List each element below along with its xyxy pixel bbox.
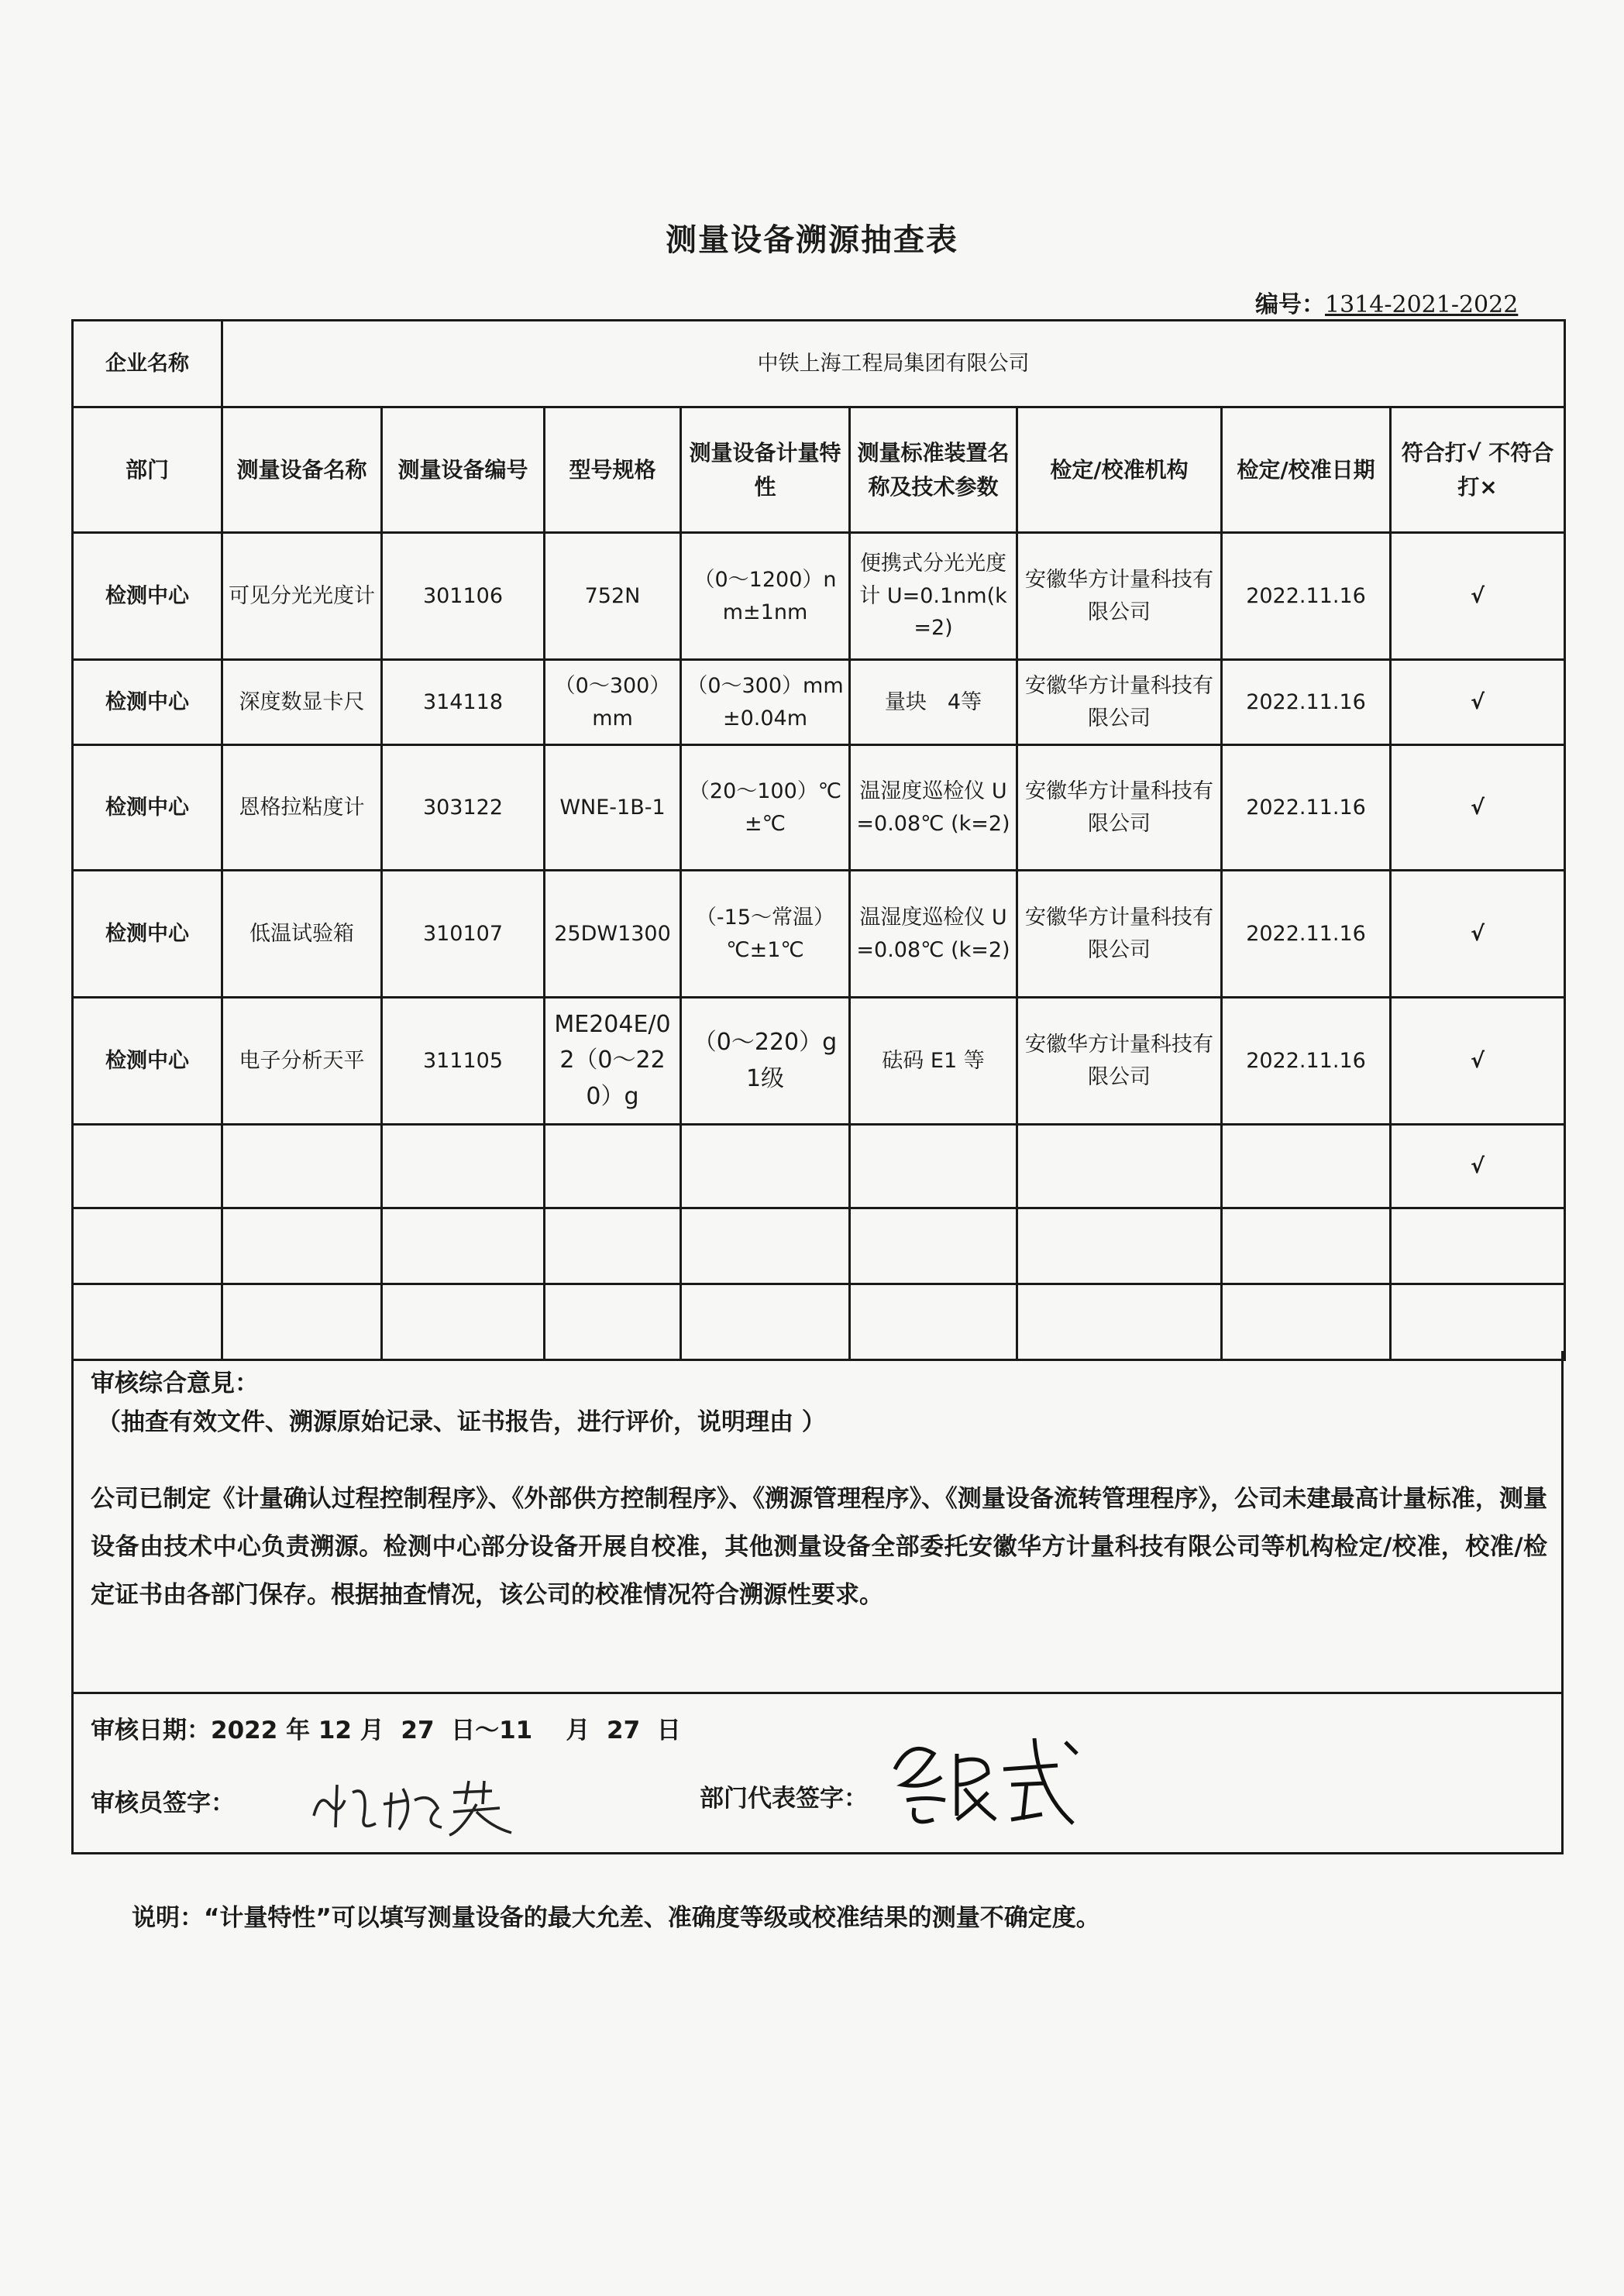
cell-date: 2022.11.16 [1222,998,1391,1125]
cell-no: 303122 [382,745,545,871]
cell-spec: （-15～常温）℃±1℃ [681,871,850,998]
cell-org: 安徽华方计量科技有限公司 [1017,871,1222,998]
footnote: 说明：“计量特性”可以填写测量设备的最大允差、准确度等级或校准结果的测量不确定度。 [132,1904,1100,1932]
header-cell: 部门 [73,407,222,533]
cell-standard: 量块 4等 [850,660,1017,745]
auditor-signature [306,1769,554,1842]
cell-org: 安徽华方计量科技有限公司 [1017,660,1222,745]
cell-standard [850,1125,1017,1208]
auditor-signature-label: 审核员签字： [91,1789,235,1817]
cell-org: 安徽华方计量科技有限公司 [1017,745,1222,871]
cell-date: 2022.11.16 [1222,533,1391,660]
cell-standard [850,1208,1017,1284]
cell-spec [681,1208,850,1284]
cell-dept [73,1208,222,1284]
cell-standard: 温湿度巡检仪 U=0.08℃ (k=2) [850,745,1017,871]
header-cell: 测量设备编号 [382,407,545,533]
cell-no: 301106 [382,533,545,660]
cell-no: 314118 [382,660,545,745]
cell-no [382,1125,545,1208]
cell-model: 25DW1300 [545,871,681,998]
header-cell: 符合打√ 不符合打× [1391,407,1565,533]
cell-mark: √ [1391,660,1565,745]
document-title: 测量设备溯源抽查表 [666,222,958,258]
header-row [73,407,1565,533]
cell-standard: 便携式分光光度计 U=0.1nm(k=2) [850,533,1017,660]
cell-mark: √ [1391,998,1565,1125]
table-row [73,998,1565,1125]
cell-no [382,1208,545,1284]
table-row [73,660,1565,745]
cell-name: 可见分光光度计 [222,533,382,660]
cell-name: 恩格拉粘度计 [222,745,382,871]
cell-standard [850,1284,1017,1360]
cell-date: 2022.11.16 [1222,745,1391,871]
cell-dept [73,1125,222,1208]
cell-model: ME204E/02（0～220）g [545,998,681,1125]
cell-name [222,1208,382,1284]
cell-mark: √ [1391,745,1565,871]
cell-name [222,1125,382,1208]
cell-standard: 温湿度巡检仪 U=0.08℃ (k=2) [850,871,1017,998]
document-number-value: 1314-2021-2022 [1325,291,1519,318]
header-cell: 测量标准装置名称及技术参数 [850,407,1017,533]
cell-spec: （20～100）℃±℃ [681,745,850,871]
cell-mark [1391,1284,1565,1360]
cell-spec [681,1125,850,1208]
review-date: 审核日期：2022 年 12 月 27 日～11 月 27 日 [91,1717,681,1744]
cell-mark [1391,1208,1565,1284]
document-number-label: 编号： [1255,291,1325,318]
cell-date: 2022.11.16 [1222,871,1391,998]
cell-date [1222,1284,1391,1360]
table-row [73,533,1565,660]
opinion-title: 审核综合意見： [91,1370,259,1397]
cell-org [1017,1208,1222,1284]
opinion-body: 公司已制定《计量确认过程控制程序》、《外部供方控制程序》、《溯源管理程序》、《测量设备流转管理程序》，公司未建最高计量标准，测量设备由技术中心负责溯源。检测中心部分设备开展自校准，其他测量设备全部委托安徽华方计量科技有限公司等机构检定/校准，校准/检定证书由各部门保存。根据抽查情况，该公司的校准情况符合溯源性要求。 [91,1485,1547,1609]
cell-no: 311105 [382,998,545,1125]
cell-model [545,1125,681,1208]
review-opinion-section [71,1351,1564,1854]
traceability-table [71,319,1566,1361]
cell-name: 低温试验箱 [222,871,382,998]
cell-mark: √ [1391,533,1565,660]
header-cell: 检定/校准日期 [1222,407,1391,533]
company-row [73,321,1565,407]
table-row [73,745,1565,871]
cell-no [382,1284,545,1360]
header-cell: 测量设备名称 [222,407,382,533]
header-cell: 型号规格 [545,407,681,533]
cell-date: 2022.11.16 [1222,660,1391,745]
cell-model: （0～300）mm [545,660,681,745]
cell-model: WNE-1B-1 [545,745,681,871]
cell-org [1017,1284,1222,1360]
table-row [73,1208,1565,1284]
cell-dept: 检测中心 [73,533,222,660]
company-value: 中铁上海工程局集团有限公司 [222,321,1565,407]
cell-name [222,1284,382,1360]
cell-model [545,1284,681,1360]
cell-mark: √ [1391,1125,1565,1208]
cell-dept: 检测中心 [73,998,222,1125]
cell-org: 安徽华方计量科技有限公司 [1017,998,1222,1125]
table-row [73,871,1565,998]
cell-spec [681,1284,850,1360]
cell-spec: （0～1200）nm±1nm [681,533,850,660]
cell-no: 310107 [382,871,545,998]
cell-date [1222,1208,1391,1284]
cell-name: 深度数显卡尺 [222,660,382,745]
header-cell: 检定/校准机构 [1017,407,1222,533]
cell-org [1017,1125,1222,1208]
cell-dept: 检测中心 [73,745,222,871]
cell-spec: （0～220）g 1级 [681,998,850,1125]
company-label: 企业名称 [73,321,222,407]
cell-spec: （0～300）mm±0.04m [681,660,850,745]
dept-rep-signature [879,1723,1112,1842]
header-cell: 测量设备计量特性 [681,407,850,533]
cell-dept: 检测中心 [73,871,222,998]
cell-dept: 检测中心 [73,660,222,745]
cell-standard: 砝码 E1 等 [850,998,1017,1125]
cell-org: 安徽华方计量科技有限公司 [1017,533,1222,660]
table-row [73,1284,1565,1360]
table-row [73,1125,1565,1208]
opinion-note: （抽查有效文件、溯源原始记录、证书报告，进行评价，说明理由 ） [97,1408,826,1436]
section-divider [74,1692,1561,1694]
cell-date [1222,1125,1391,1208]
cell-dept [73,1284,222,1360]
cell-mark: √ [1391,871,1565,998]
document-number [1255,285,1519,319]
cell-name: 电子分析天平 [222,998,382,1125]
cell-model [545,1208,681,1284]
dept-rep-signature-label: 部门代表签字： [700,1785,868,1813]
cell-model: 752N [545,533,681,660]
